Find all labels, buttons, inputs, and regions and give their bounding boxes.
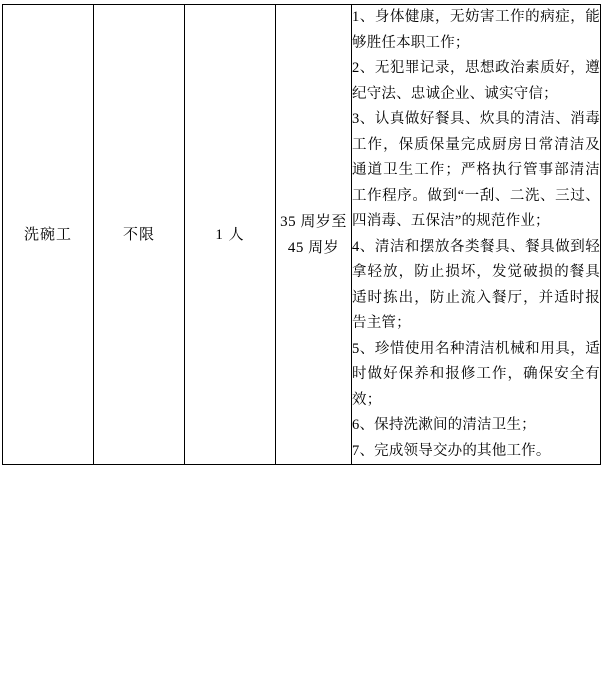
list-item: 5、珍惜使用名种清洁机械和用具，适时做好保养和报修工作，确保安全有效；	[352, 340, 600, 408]
list-item: 4、清洁和摆放各类餐具、餐具做到轻拿轻放，防止损坏，发觉破损的餐具适时拣出，防止流入餐厅，并适时报告主管；	[352, 238, 600, 331]
cell-headcount: 1 人	[185, 5, 276, 465]
cell-age-range: 35 周岁至 45 周岁	[276, 5, 352, 465]
job-requirements-table	[2, 4, 601, 465]
requirements-list	[352, 5, 600, 464]
list-item: 3、认真做好餐具、炊具的清洁、消毒工作，保质保量完成厨房日常清洁及通道卫生工作；严格执行管事部清洁工作程序。做到“一刮、二洗、三过、四消毒、五保洁”的规范作业；	[352, 111, 600, 229]
list-item: 1、身体健康，无妨害工作的病症，能够胜任本职工作；	[352, 9, 600, 51]
table-row	[3, 5, 601, 465]
cell-requirements	[352, 5, 601, 465]
cell-position: 洗碗工	[3, 5, 94, 465]
list-item: 6、保持洗漱间的清洁卫生；	[352, 417, 536, 433]
cell-gender: 不限	[94, 5, 185, 465]
list-item: 2、无犯罪记录，思想政治素质好，遵纪守法、忠诚企业、诚实守信；	[352, 60, 600, 102]
list-item: 7、完成领导交办的其他工作。	[352, 442, 551, 459]
